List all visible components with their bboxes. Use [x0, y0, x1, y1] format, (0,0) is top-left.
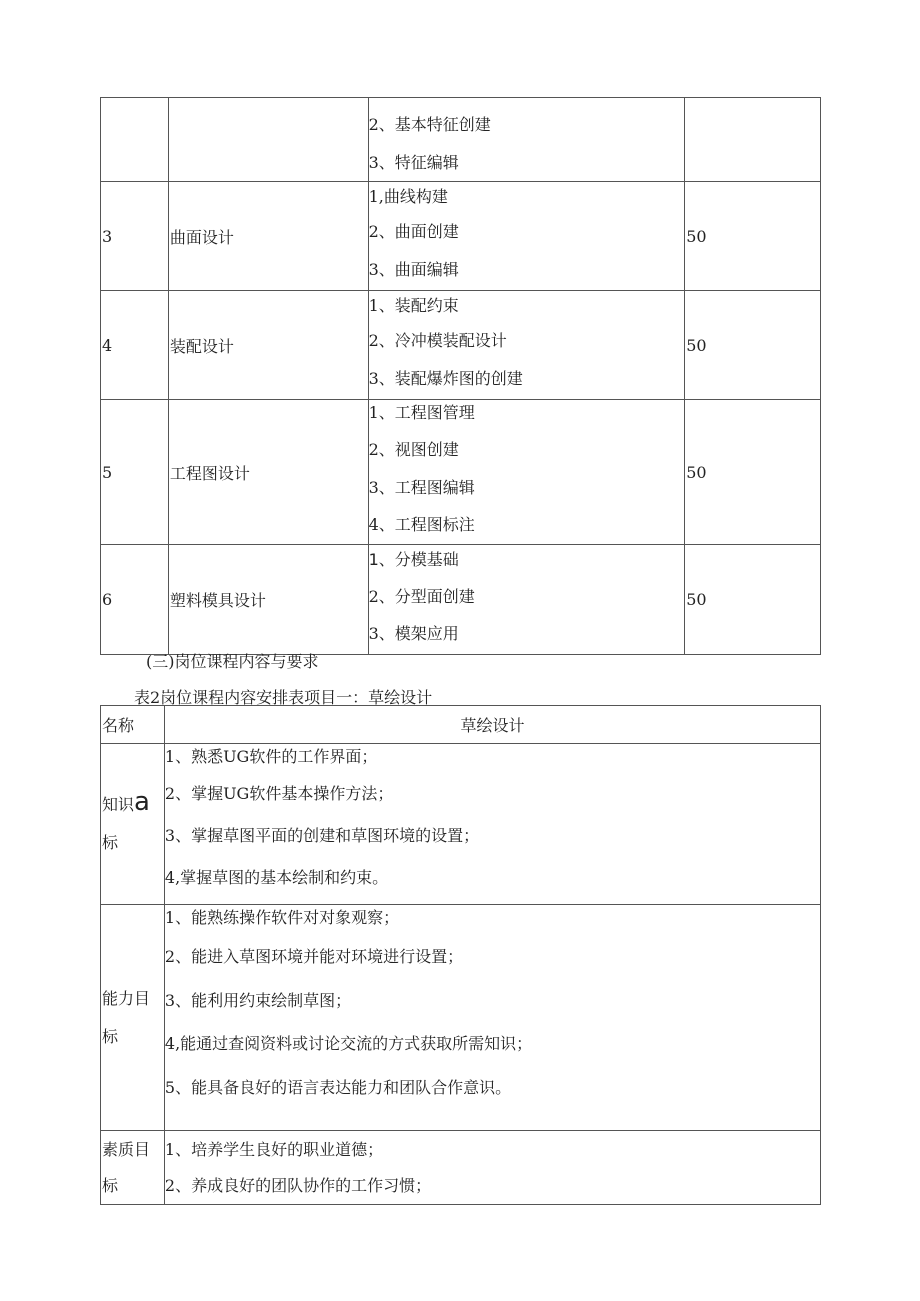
- list-item: 3、装配爆炸图的创建: [368, 368, 523, 388]
- table-row: [101, 905, 821, 1131]
- table-row: [101, 1131, 821, 1205]
- list-item: 3、能利用约束绘制草图；: [164, 990, 352, 1010]
- module-name-cell: [168, 98, 368, 182]
- list-item: 1、能熟练操作软件对对象观察；: [164, 908, 400, 927]
- list-item: 2、基本特征创建: [368, 115, 491, 134]
- module-name-cell: 工程图设计: [168, 400, 368, 545]
- list-item: 2、曲面创建: [368, 222, 459, 241]
- table-row: [101, 545, 821, 655]
- list-item: 1、分模基础: [368, 549, 459, 569]
- list-item: 4,能通过查阅资料或讨论交流的方式获取所需知识；: [164, 1034, 533, 1053]
- row-label-cell: [101, 1131, 165, 1205]
- list-item: 2、分型面创建: [368, 586, 475, 606]
- list-item: 2、能进入草图环境并能对环境进行设置；: [164, 947, 464, 966]
- list-item: 1,曲线构建: [368, 187, 448, 206]
- content-items-cell: [368, 291, 685, 400]
- list-item: 3、曲面编辑: [368, 259, 459, 279]
- list-item: 3、特征编辑: [368, 152, 459, 172]
- table-row: [101, 400, 821, 545]
- content-items-cell: [368, 545, 685, 655]
- row-number-cell: 6: [101, 545, 169, 655]
- table-row: [101, 744, 821, 905]
- a-glyph-mark: a: [134, 787, 150, 817]
- hours-cell: 50: [685, 291, 821, 400]
- list-item: 4,掌握草图的基本绘制和约束。: [164, 868, 389, 887]
- row-number-cell: 3: [101, 182, 169, 291]
- row-label-bottom: 标: [102, 1175, 119, 1195]
- list-item: 4、工程图标注: [368, 515, 475, 535]
- module-name-cell: 塑料模具设计: [168, 545, 368, 655]
- hours-cell: [685, 98, 821, 182]
- row-label-top: 能力目: [102, 988, 151, 1008]
- hours-cell: 50: [685, 545, 821, 655]
- header-label-cell: 名称: [101, 706, 165, 744]
- row-label-cell: [101, 744, 165, 905]
- row-label-cell: [101, 905, 165, 1131]
- content-items-cell: [368, 182, 685, 291]
- hours-cell: 50: [685, 182, 821, 291]
- list-item: 2、视图创建: [368, 440, 459, 460]
- table-caption: 表2岗位课程内容安排表项目一：草绘设计: [134, 688, 433, 707]
- list-item: 5、能具备良好的语言表达能力和团队合作意识。: [164, 1077, 512, 1097]
- row-label-bottom: 标: [102, 833, 119, 852]
- list-item: 2、养成良好的团队协作的工作习惯；: [164, 1175, 432, 1195]
- row-label-bottom: 标: [102, 1026, 119, 1046]
- course-schedule-table: [100, 97, 821, 655]
- list-item: 1、工程图管理: [368, 403, 475, 423]
- row-label-top: 素质目: [102, 1139, 151, 1159]
- row-content-cell: [164, 905, 820, 1131]
- table-header-row: [101, 706, 821, 744]
- list-item: 1、熟悉UG软件的工作界面；: [164, 747, 378, 766]
- row-content-cell: [164, 1131, 820, 1205]
- row-number-cell: [101, 98, 169, 182]
- project-requirements-table: [100, 705, 821, 1205]
- module-name-cell: 曲面设计: [168, 182, 368, 291]
- list-item: 2、冷冲模装配设计: [368, 331, 507, 350]
- list-item: 3、模架应用: [368, 624, 459, 643]
- table-row: [101, 291, 821, 400]
- list-item: 1、培养学生良好的职业道德；: [164, 1139, 384, 1159]
- content-items-cell: [368, 400, 685, 545]
- list-item: 3、掌握草图平面的创建和草图环境的设置；: [164, 826, 480, 845]
- row-content-cell: [164, 744, 820, 905]
- table-row: [101, 98, 821, 182]
- hours-cell: 50: [685, 400, 821, 545]
- list-item: 1、装配约束: [368, 296, 459, 315]
- content-items-cell: [368, 98, 685, 182]
- row-number-cell: 5: [101, 400, 169, 545]
- header-value-cell: 草绘设计: [164, 706, 820, 744]
- list-item: 3、工程图编辑: [368, 477, 475, 497]
- table-row: [101, 182, 821, 291]
- row-number-cell: 4: [101, 291, 169, 400]
- row-label-top: 知识: [102, 795, 135, 814]
- section-heading: (三)岗位课程内容与要求: [146, 652, 319, 671]
- list-item: 2、掌握UG软件基本操作方法；: [164, 784, 394, 803]
- module-name-cell: 装配设计: [168, 291, 368, 400]
